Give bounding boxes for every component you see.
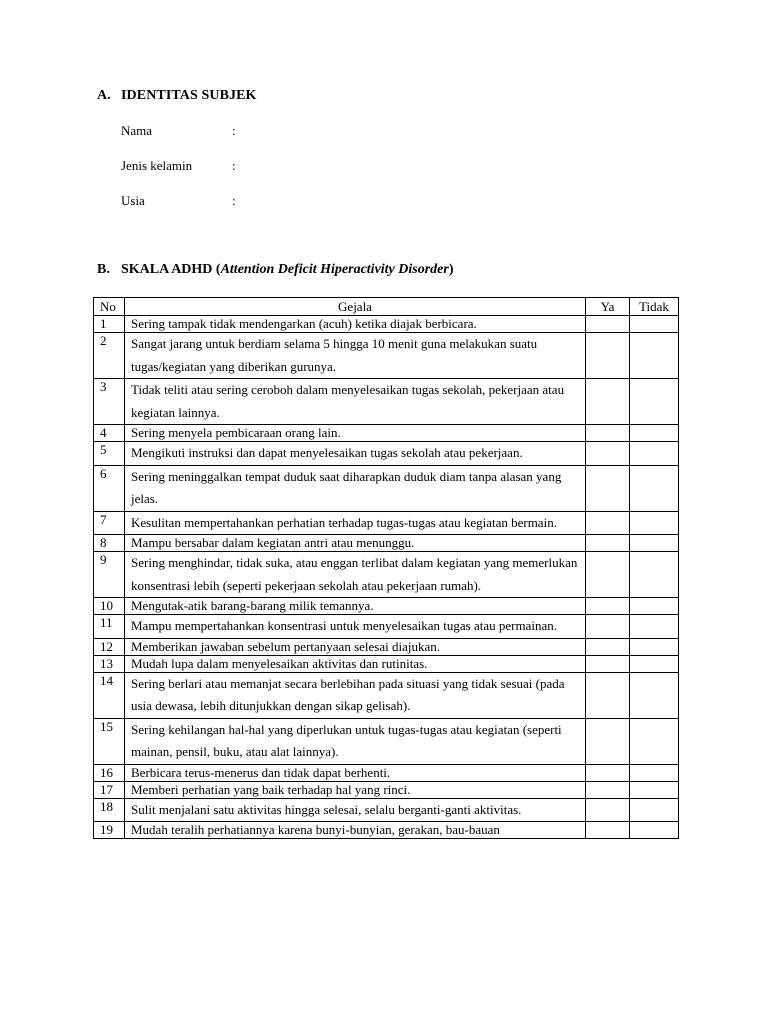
ya-answer-cell[interactable] [586,598,630,615]
row-number: 5 [94,442,125,466]
ya-answer-cell[interactable] [586,442,630,466]
row-number: 10 [94,598,125,615]
table-row [94,425,679,442]
row-number: 18 [94,798,125,822]
table-row [94,615,679,639]
row-number: 8 [94,535,125,552]
tidak-answer-cell[interactable] [630,552,679,598]
ya-answer-cell[interactable] [586,798,630,822]
tidak-answer-cell[interactable] [630,535,679,552]
table-row [94,822,679,839]
tidak-answer-cell[interactable] [630,655,679,672]
field-jenis-kelamin [121,158,236,174]
table-row [94,333,679,379]
adhd-scale-table [93,297,679,839]
ya-answer-cell[interactable] [586,718,630,764]
row-number: 17 [94,781,125,798]
ya-answer-cell[interactable] [586,781,630,798]
row-symptom-text: Memberikan jawaban sebelum pertanyaan selesai diajukan. [125,638,586,655]
header-no: No [94,298,125,316]
table-row [94,598,679,615]
tidak-answer-cell[interactable] [630,465,679,511]
table-row [94,638,679,655]
section-a-heading [97,88,257,104]
row-symptom-text: Mampu bersabar dalam kegiatan antri atau menunggu. [125,535,586,552]
header-ya: Ya [586,298,630,316]
row-number: 16 [94,764,125,781]
table-row [94,379,679,425]
field-colon: : [232,123,236,138]
row-symptom-text: Sering berlari atau memanjat secara berlebihan pada situasi yang tidak sesuai (pada usia dewasa, lebih ditunjukkan dengan sikap gelisah). [125,672,586,718]
ya-answer-cell[interactable] [586,552,630,598]
row-symptom-text: Sering menghindar, tidak suka, atau enggan terlibat dalam kegiatan yang memerlukan konsentrasi lebih (seperti pekerjaan sekolah atau pekerjaan rumah). [125,552,586,598]
row-number: 2 [94,333,125,379]
table-row [94,718,679,764]
tidak-answer-cell[interactable] [630,379,679,425]
tidak-answer-cell[interactable] [630,615,679,639]
row-symptom-text: Mengikuti instruksi dan dapat menyelesaikan tugas sekolah atau pekerjaan. [125,442,586,466]
tidak-answer-cell[interactable] [630,764,679,781]
tidak-answer-cell[interactable] [630,638,679,655]
tidak-answer-cell[interactable] [630,781,679,798]
row-symptom-text: Mampu mempertahankan konsentrasi untuk menyelesaikan tugas atau permainan. [125,615,586,639]
section-a-letter: A. [97,88,111,103]
row-number: 3 [94,379,125,425]
ya-answer-cell[interactable] [586,638,630,655]
field-label: Jenis kelamin [121,158,193,173]
row-symptom-text: Tidak teliti atau sering ceroboh dalam menyelesaikan tugas sekolah, pekerjaan atau kegiatan lainnya. [125,379,586,425]
ya-answer-cell[interactable] [586,764,630,781]
table-row [94,535,679,552]
row-symptom-text: Sering tampak tidak mendengarkan (acuh) ketika diajak berbicara. [125,316,586,333]
ya-answer-cell[interactable] [586,333,630,379]
header-gejala: Gejala [125,298,586,316]
row-symptom-text: Mudah teralih perhatiannya karena bunyi-bunyian, gerakan, bau-bauan [125,822,586,839]
ya-answer-cell[interactable] [586,379,630,425]
ya-answer-cell[interactable] [586,511,630,535]
row-number: 12 [94,638,125,655]
row-symptom-text: Sangat jarang untuk berdiam selama 5 hingga 10 menit guna melakukan suatu tugas/kegiatan yang diberikan gurunya. [125,333,586,379]
field-colon: : [232,158,236,173]
table-body [94,316,679,839]
field-nama [121,123,236,139]
tidak-answer-cell[interactable] [630,511,679,535]
row-number: 13 [94,655,125,672]
section-b-letter: B. [97,262,110,277]
row-symptom-text: Kesulitan mempertahankan perhatian terhadap tugas-tugas atau kegiatan bermain. [125,511,586,535]
row-number: 6 [94,465,125,511]
row-symptom-text: Sering menyela pembicaraan orang lain. [125,425,586,442]
ya-answer-cell[interactable] [586,316,630,333]
table-header-row [94,298,679,316]
tidak-answer-cell[interactable] [630,718,679,764]
field-label: Nama [121,123,153,138]
tidak-answer-cell[interactable] [630,316,679,333]
ya-answer-cell[interactable] [586,425,630,442]
row-number: 4 [94,425,125,442]
table-row [94,316,679,333]
row-symptom-text: Sering meninggalkan tempat duduk saat diharapkan duduk diam tanpa alasan yang jelas. [125,465,586,511]
ya-answer-cell[interactable] [586,822,630,839]
tidak-answer-cell[interactable] [630,425,679,442]
section-a-title: IDENTITAS SUBJEK [121,88,257,103]
table-row [94,781,679,798]
ya-answer-cell[interactable] [586,465,630,511]
row-number: 11 [94,615,125,639]
ya-answer-cell[interactable] [586,535,630,552]
table-row [94,798,679,822]
row-symptom-text: Mengutak-atik barang-barang milik temannya. [125,598,586,615]
row-number: 15 [94,718,125,764]
section-b-title-italic: Attention Deficit Hiperactivity Disorder [220,262,449,277]
row-number: 9 [94,552,125,598]
table-row [94,465,679,511]
tidak-answer-cell[interactable] [630,333,679,379]
row-number: 1 [94,316,125,333]
row-symptom-text: Berbicara terus-menerus dan tidak dapat berhenti. [125,764,586,781]
tidak-answer-cell[interactable] [630,822,679,839]
section-b-title-prefix: SKALA ADHD ( [121,262,221,277]
row-number: 19 [94,822,125,839]
field-label: Usia [121,193,145,208]
tidak-answer-cell[interactable] [630,598,679,615]
table-row [94,764,679,781]
field-usia [121,193,236,209]
table-row [94,655,679,672]
ya-answer-cell[interactable] [586,615,630,639]
section-b-title-suffix: ) [448,262,454,277]
tidak-answer-cell[interactable] [630,798,679,822]
table-row [94,672,679,718]
row-symptom-text: Sering kehilangan hal-hal yang diperlukan untuk tugas-tugas atau kegiatan (seperti mainan, pensil, buku, atau alat lainnya). [125,718,586,764]
section-b-heading [97,262,454,278]
ya-answer-cell[interactable] [586,655,630,672]
row-symptom-text: Memberi perhatian yang baik terhadap hal yang rinci. [125,781,586,798]
header-tidak: Tidak [630,298,679,316]
tidak-answer-cell[interactable] [630,672,679,718]
field-colon: : [232,193,236,208]
row-number: 14 [94,672,125,718]
table-row [94,511,679,535]
row-number: 7 [94,511,125,535]
tidak-answer-cell[interactable] [630,442,679,466]
row-symptom-text: Mudah lupa dalam menyelesaikan aktivitas dan rutinitas. [125,655,586,672]
ya-answer-cell[interactable] [586,672,630,718]
table-row [94,442,679,466]
table-row [94,552,679,598]
row-symptom-text: Sulit menjalani satu aktivitas hingga selesai, selalu berganti-ganti aktivitas. [125,798,586,822]
